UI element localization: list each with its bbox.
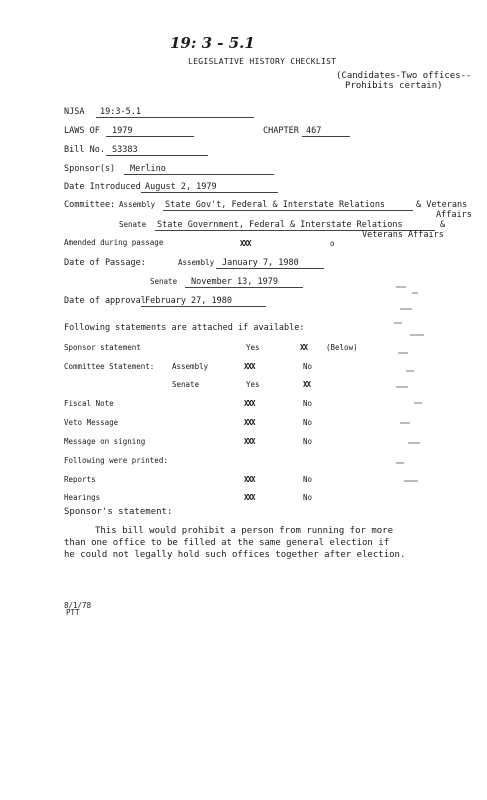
passage-assembly-value: January 7, 1980	[222, 258, 299, 268]
statement-no: No	[303, 399, 313, 408]
sponsor-statement-label: Sponsor's statement:	[64, 507, 173, 517]
committee-assembly-suffix: & Veterans	[416, 200, 468, 210]
statement-yes-mark: XXX	[244, 418, 255, 427]
committee-assembly-label: Assembly	[119, 200, 156, 209]
sponsor-value: Merlino	[130, 164, 166, 174]
statement-label: Sponsor statement	[64, 343, 141, 352]
footer-initials: PTT	[66, 608, 80, 617]
statement-no-mark: XX	[303, 380, 311, 389]
printed-no: No	[303, 475, 313, 484]
page-title: LEGISLATIVE HISTORY CHECKLIST	[188, 57, 337, 66]
printed-yes-mark: XXX	[244, 493, 255, 502]
date-introduced-label: Date Introduced	[64, 182, 141, 192]
committee-senate-suffix: &	[440, 220, 446, 230]
sponsor-label: Sponsor(s)	[64, 164, 116, 174]
laws-of-underline	[106, 136, 194, 137]
footer-date: 8/1/78	[64, 601, 92, 610]
committee-assembly-value: State Gov't, Federal & Interstate Relations	[165, 200, 386, 210]
statement-label: Fiscal Note	[64, 399, 114, 408]
passage-senate-label: Senate	[150, 277, 178, 286]
committee-senate-label: Senate	[119, 220, 147, 229]
bill-no-label: Bill No.	[64, 145, 105, 155]
printed-label: Reports	[64, 475, 96, 484]
approval-value: February 27, 1980	[145, 296, 232, 306]
handwritten-code: 19: 3 - 5.1	[170, 34, 255, 52]
statement-note: (Below)	[326, 343, 358, 352]
bill-no-underline	[106, 155, 208, 156]
statement-yes-mark: XXX	[244, 399, 255, 408]
following-printed: Following were printed:	[64, 456, 168, 465]
laws-of-value: 1979	[112, 126, 133, 136]
amended-yes-mark: XXX	[240, 239, 251, 248]
statement-yes-mark: XXX	[244, 362, 255, 371]
approval-underline	[141, 306, 266, 307]
njsa-label: NJSA	[64, 107, 85, 117]
passage-label: Date of Passage:	[64, 258, 146, 268]
printed-yes-mark: XXX	[244, 475, 255, 484]
statement-sub: Senate	[172, 380, 200, 389]
committee-senate-value: State Government, Federal & Interstate Relations	[157, 220, 403, 230]
chapter-label: CHAPTER	[263, 126, 299, 136]
passage-assembly-label: Assembly	[178, 258, 215, 267]
statement-yes-mark: XXX	[244, 437, 255, 446]
statement-label: Message on signing	[64, 437, 146, 446]
amended-label: Amended during passage	[64, 238, 164, 247]
approval-label: Date of approval	[64, 296, 146, 306]
statement-sub: Assembly	[172, 362, 209, 371]
njsa-underline	[96, 117, 254, 118]
passage-assembly-underline	[216, 268, 324, 269]
statement-no: No	[303, 362, 313, 371]
printed-no: No	[303, 493, 313, 502]
committee-senate-suffix2: Veterans Affairs	[362, 230, 444, 240]
statement-no-mark: XX	[300, 343, 308, 352]
bill-no-value: S3383	[112, 145, 138, 155]
statement-label: Veto Message	[64, 418, 119, 427]
printed-label: Hearings	[64, 493, 101, 502]
sponsor-statement-line: than one office to be filled at the same general election if	[64, 538, 390, 548]
statement-label: Committee Statement:	[64, 362, 155, 371]
statement-yes: Yes	[246, 343, 260, 352]
statement-no: No	[303, 437, 313, 446]
chapter-underline	[302, 136, 350, 137]
passage-senate-underline	[185, 287, 303, 288]
sponsor-underline	[124, 174, 274, 175]
subtitle-line1: (Candidates-Two offices--	[336, 71, 472, 81]
njsa-value: 19:3-5.1	[100, 107, 141, 117]
scan-noise	[392, 282, 432, 502]
committee-assembly-suffix2: Affairs	[436, 210, 472, 220]
statement-no: No	[303, 418, 313, 427]
laws-of-label: LAWS OF	[64, 126, 100, 136]
chapter-value: 467	[306, 126, 322, 136]
passage-senate-value: November 13, 1979	[191, 277, 278, 287]
committee-label: Committee:	[64, 200, 116, 210]
statement-yes: Yes	[246, 380, 260, 389]
date-introduced-underline	[141, 192, 278, 193]
sponsor-statement-line: he could not legally hold such offices together after election.	[64, 550, 406, 560]
sponsor-statement-line: This bill would prohibit a person from running for more	[95, 526, 394, 536]
subtitle-line2: Prohibits certain)	[345, 81, 443, 91]
date-introduced-value: August 2, 1979	[145, 182, 217, 192]
following-attached: Following statements are attached if available:	[64, 323, 305, 333]
committee-assembly-underline	[163, 210, 413, 211]
amended-no: o	[330, 239, 335, 248]
